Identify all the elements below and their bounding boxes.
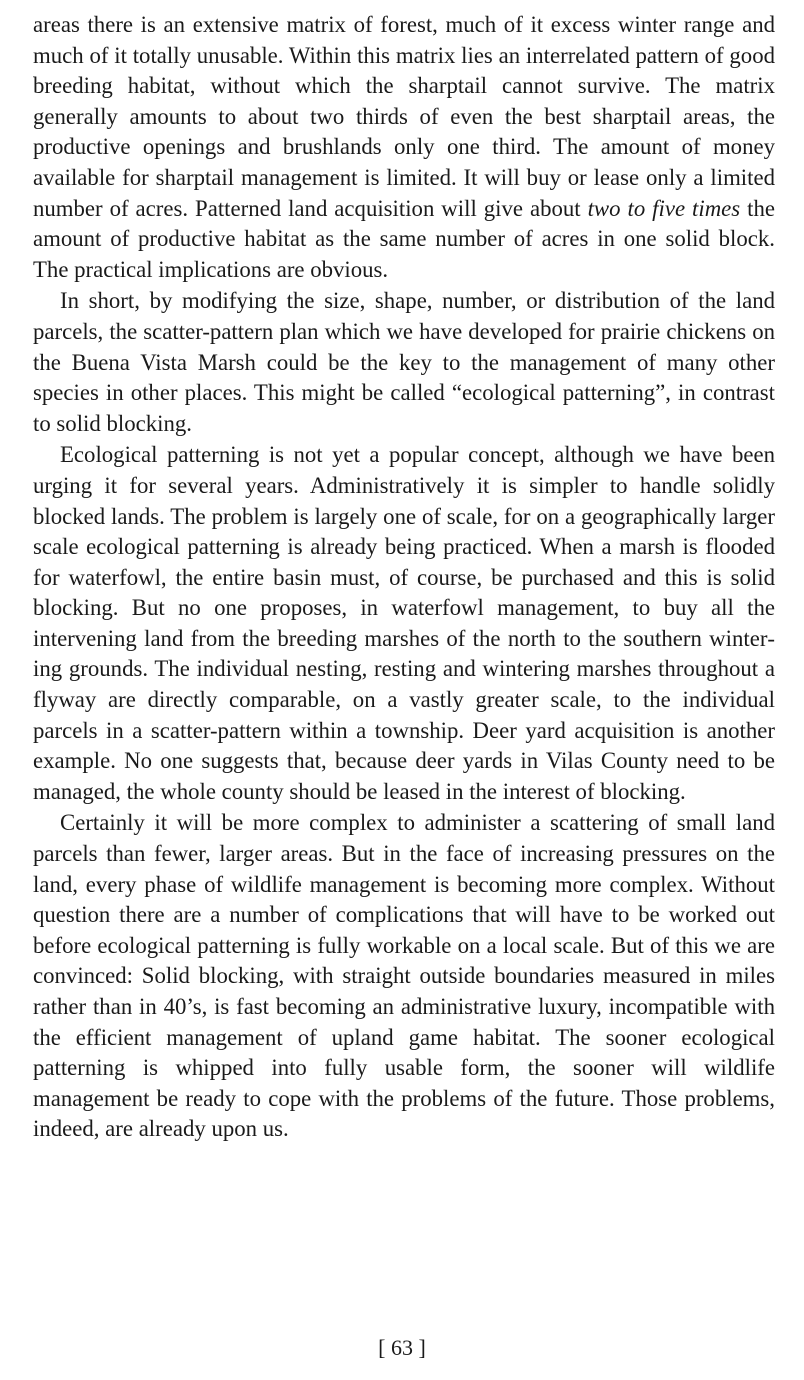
paragraph-4: Certainly it will be more complex to administer a scattering of small land parcels than fewer, larger areas. But in the face of increasing pressures on the land, every phase of wildlife management is becoming more complex. Without question there are a number of complications that will have to be worked out before ecological patterning is fully workable on a local scale. But of this we are convinced: Solid blocking, with straight outside boundaries measured in miles rather than in 40’s, is fast becoming an administrative luxury, incompatible with the efficient management of upland game habitat. The sooner ecological patterning is whipped into fully usable form, the sooner will wildlife management be ready to cope with the problems of the future. Those problems, indeed, are already upon us. — [33, 810, 775, 1142]
page-number: [ 63 ] — [378, 1335, 426, 1360]
paragraph-1-emphasis: two to five times — [587, 195, 741, 221]
paragraph-2: In short, by modifying the size, shape, number, or distribution of the land parcels, the scatter-pattern plan which we have developed for prairie chickens on the Buena Vista Marsh could be the key to the management of many other species in other places. This might be called “ecological patterning”, in contrast to solid blocking. — [33, 288, 775, 436]
page-body — [33, 10, 775, 1145]
paragraph-1-text-after: the amount of productive habitat as the same number of acres in one solid block. The practical implications are obvious. — [33, 195, 775, 282]
paragraph-continued — [33, 10, 775, 285]
paragraph-3: Ecological patterning is not yet a popular concept, although we have been urging it for several years. Administratively it is simpler to handle solidly blocked lands. The problem is largely one of scale, for on a geographically larger scale ecological patterning is already being practiced. When a marsh is flooded for waterfowl, the entire basin must, of course, be purchased and this is solid blocking. But no one proposes, in waterfowl management, to buy all the intervening land from the breeding marshes of the north to the southern wintering grounds. The individual nesting, resting and wintering marshes throughout a flyway are directly comparable, on a vastly greater scale, to the individual parcels in a scatter-pattern within a township. Deer yard acquisition is another example. No one suggests that, because deer yards in Vilas County need to be managed, the whole county should be leased in the interest of blocking. — [33, 442, 775, 804]
paragraph-1-text-before: areas there is an extensive matrix of forest, much of it excess winter range and much of it totally unusable. Within this matrix lies an interrelated pattern of good breeding habitat, without which the sharptail cannot survive. The matrix generally amounts to about two thirds of even the best sharptail areas, the productive openings and brushlands only one third. The amount of money available for sharptail management is limited. It will buy or lease only a limited number of acres. Patterned land acquisition will give about — [33, 12, 775, 221]
